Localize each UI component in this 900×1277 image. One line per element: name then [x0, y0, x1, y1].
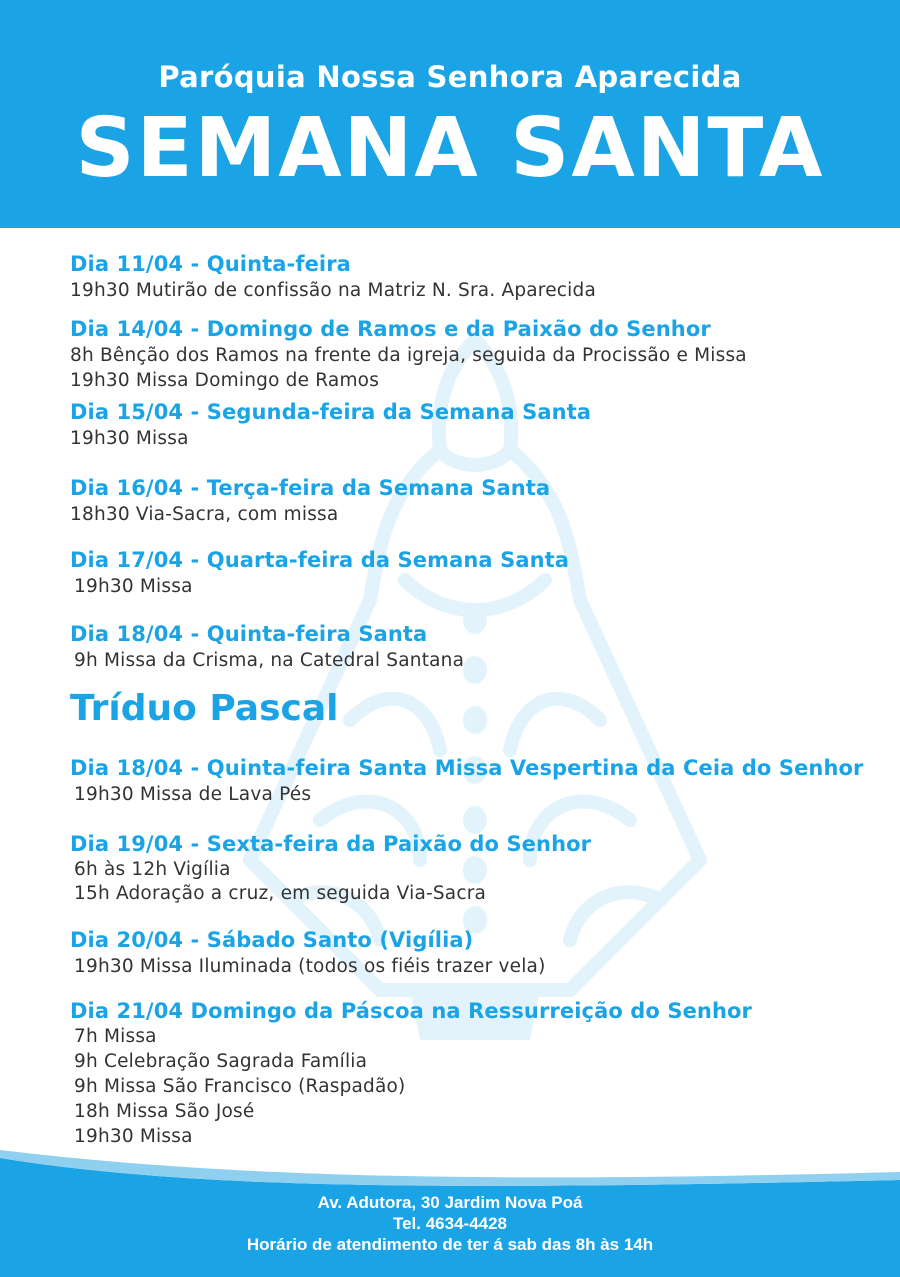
day-heading: Dia 11/04 - Quinta-feira	[70, 252, 351, 276]
schedule-line: 8h Bênção dos Ramos na frente da igreja, seguida da Procissão e Missa	[70, 345, 747, 366]
schedule-line: 19h30 Missa de Lava Pés	[74, 784, 312, 805]
day-heading: Dia 18/04 - Quinta-feira Santa	[70, 622, 428, 646]
footer-phone: Tel. 4634-4428	[392, 1214, 508, 1233]
schedule-line: 19h30 Missa	[70, 428, 189, 449]
page-title: SEMANA SANTA	[75, 101, 825, 196]
day-heading: Dia 15/04 - Segunda-feira da Semana Santa	[70, 400, 592, 424]
footer	[0, 1150, 900, 1277]
schedule-line: 9h Missa da Crisma, na Catedral Santana	[74, 650, 465, 671]
schedule-line: 19h30 Mutirão de confissão na Matriz N. Sra. Aparecida	[70, 280, 596, 301]
schedule-line: 19h30 Missa	[74, 1126, 193, 1147]
schedule-line: 6h às 12h Vigília	[74, 859, 231, 880]
schedule-line: 18h30 Via-Sacra, com missa	[70, 504, 339, 525]
schedule-line: 19h30 Missa Domingo de Ramos	[70, 370, 380, 391]
day-heading: Dia 16/04 - Terça-feira da Semana Santa	[70, 476, 551, 500]
section-title-triduo: Tríduo Pascal	[70, 688, 339, 729]
schedule-line: 18h Missa São José	[74, 1101, 255, 1122]
schedule-line: 9h Celebração Sagrada Família	[74, 1051, 368, 1072]
schedule-line: 7h Missa	[74, 1026, 157, 1047]
day-heading: Dia 14/04 - Domingo de Ramos e da Paixão do Senhor	[70, 317, 711, 341]
header-banner	[0, 0, 900, 228]
day-heading: Dia 17/04 - Quarta-feira da Semana Santa	[70, 548, 570, 572]
day-heading: Dia 20/04 - Sábado Santo (Vigília)	[70, 928, 474, 952]
schedule-line: 19h30 Missa	[74, 576, 193, 597]
parish-name: Paróquia Nossa Senhora Aparecida	[158, 60, 742, 94]
day-heading: Dia 21/04 Domingo da Páscoa na Ressurreição do Senhor	[70, 999, 752, 1023]
footer-hours: Horário de atendimento de ter á sab das 8h às 14h	[246, 1235, 654, 1254]
day-heading: Dia 19/04 - Sexta-feira da Paixão do Senhor	[70, 832, 592, 856]
schedule-line: 15h Adoração a cruz, em seguida Via-Sacra	[74, 883, 487, 904]
schedule-line: 19h30 Missa Iluminada (todos os fiéis trazer vela)	[74, 956, 546, 977]
day-heading: Dia 18/04 - Quinta-feira Santa Missa Vespertina da Ceia do Senhor	[70, 756, 864, 780]
schedule-line: 9h Missa São Francisco (Raspadão)	[74, 1076, 406, 1097]
footer-address: Av. Adutora, 30 Jardim Nova Poá	[317, 1193, 583, 1212]
